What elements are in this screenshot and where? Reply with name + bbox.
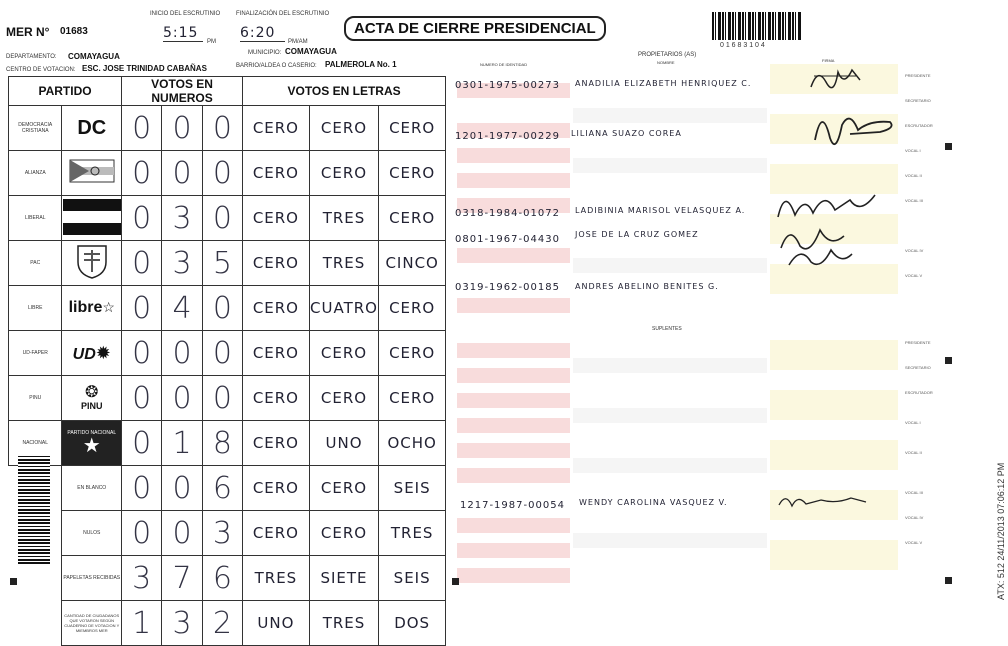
member-name: ANDRES ABELINO BENITES G. xyxy=(575,282,719,291)
word: SIETE xyxy=(309,556,379,601)
star-icon: ★ xyxy=(82,435,101,457)
role-label: VOCAL I xyxy=(905,420,921,425)
barrio-value: PALMEROLA No. 1 xyxy=(325,60,397,69)
signature-5 xyxy=(786,240,856,272)
row-blanco xyxy=(9,466,446,511)
ud-logo: UD✹ xyxy=(62,331,122,376)
word: CUATRO xyxy=(309,286,379,331)
role-label: VOCAL I xyxy=(905,148,921,153)
mer-number: 01683 xyxy=(60,26,88,37)
word: CERO xyxy=(379,376,446,421)
digit: 0 xyxy=(202,286,242,331)
digit: 3 xyxy=(162,241,202,286)
centro-value: ESC. JOSE TRINIDAD CABAÑAS xyxy=(82,64,207,73)
word: CERO xyxy=(243,151,310,196)
extra-label: NULOS xyxy=(62,511,122,556)
word: CERO xyxy=(379,196,446,241)
digit: 4 xyxy=(162,286,202,331)
word: TRES xyxy=(243,556,310,601)
role-label: PRESIDENTE xyxy=(905,73,931,78)
digit: 0 xyxy=(162,376,202,421)
digit: 0 xyxy=(162,511,202,556)
digit: 0 xyxy=(122,331,162,376)
registration-mark xyxy=(10,578,17,585)
registration-mark xyxy=(945,143,952,150)
role-label: VOCAL V xyxy=(905,540,923,545)
signature-1 xyxy=(808,62,863,92)
digit: 3 xyxy=(122,556,162,601)
member-id: 0301-1975-00273 xyxy=(455,80,560,91)
role-label: ESCRUTADOR xyxy=(905,390,933,395)
word: CERO xyxy=(243,331,310,376)
role-label: VOCAL II xyxy=(905,173,922,178)
word: UNO xyxy=(309,421,379,466)
digit: 7 xyxy=(162,556,202,601)
word: SEIS xyxy=(379,466,446,511)
word: CERO xyxy=(243,376,310,421)
word: CERO xyxy=(309,511,379,556)
word: CERO xyxy=(243,196,310,241)
word: OCHO xyxy=(379,421,446,466)
word: CERO xyxy=(309,376,379,421)
extra-label: PAPELETAS RECIBIDAS xyxy=(62,556,122,601)
centro-label: CENTRO DE VOTACION: xyxy=(6,67,76,73)
row-nulos xyxy=(9,511,446,556)
votes-table xyxy=(8,76,446,646)
word: UNO xyxy=(243,601,310,646)
party-row-liberal xyxy=(9,196,446,241)
member-name: WENDY CAROLINA VASQUEZ V. xyxy=(579,498,728,507)
word: CERO xyxy=(379,286,446,331)
digit: 0 xyxy=(122,511,162,556)
digit: 0 xyxy=(162,151,202,196)
mer-label: MER N° xyxy=(6,25,50,39)
word: CERO xyxy=(243,466,310,511)
word: CERO xyxy=(309,151,379,196)
digit: 3 xyxy=(162,601,202,646)
party-name: PAC xyxy=(9,241,62,286)
party-name: DEMOCRACIA CRISTIANA xyxy=(9,106,62,151)
digit: 0 xyxy=(122,376,162,421)
signature-2 xyxy=(810,100,900,160)
party-row-alianza xyxy=(9,151,446,196)
page-title: ACTA DE CIERRE PRESIDENCIAL xyxy=(344,16,606,41)
barcode-top xyxy=(712,12,802,40)
party-row-libre xyxy=(9,286,446,331)
digit: 0 xyxy=(202,151,242,196)
party-name: PINU xyxy=(9,376,62,421)
extra-label: EN BLANCO xyxy=(62,466,122,511)
party-name: UD-FAPER xyxy=(9,331,62,376)
party-name: ALIANZA xyxy=(9,151,62,196)
inicio-value: 5:15 xyxy=(163,25,203,42)
sun-icon: ✹ xyxy=(95,342,111,363)
registration-mark xyxy=(945,357,952,364)
digit: 0 xyxy=(122,241,162,286)
role-label: SECRETARIO xyxy=(905,365,931,370)
party-row-nacional xyxy=(9,421,446,466)
barcode-side xyxy=(18,454,50,564)
digit: 6 xyxy=(202,466,242,511)
word: TRES xyxy=(379,511,446,556)
inicio-unit: PM xyxy=(207,39,216,45)
party-name: NACIONAL xyxy=(9,421,62,466)
word: TRES xyxy=(309,601,379,646)
word: CERO xyxy=(243,421,310,466)
digit: 3 xyxy=(162,196,202,241)
role-label: VOCAL IV xyxy=(905,248,924,253)
pinu-emblem-icon: ❂ xyxy=(85,384,99,401)
barcode-number: 0 1 6 8 3 1 0 4 xyxy=(720,42,765,49)
barrio-label: BARRIO/ALDEA O CASERIO: xyxy=(236,63,317,69)
member-id: 0319-1962-00185 xyxy=(455,282,560,293)
digit: 0 xyxy=(202,331,242,376)
suplentes-label: SUPLENTES xyxy=(652,326,682,332)
role-label: ESCRUTADOR xyxy=(905,123,933,128)
municipio-value: COMAYAGUA xyxy=(285,47,337,56)
word: DOS xyxy=(379,601,446,646)
col-identidad: NUMERO DE IDENTIDAD xyxy=(480,62,528,67)
digit: 2 xyxy=(202,601,242,646)
party-name: LIBERAL xyxy=(9,196,62,241)
role-label: VOCAL V xyxy=(905,273,923,278)
digit: 0 xyxy=(122,196,162,241)
pac-shield-icon xyxy=(62,241,122,286)
digit: 0 xyxy=(202,196,242,241)
role-label: PRESIDENTE xyxy=(905,340,931,345)
col-propietarios: PROPIETARIOS (AS) xyxy=(638,52,697,58)
party-row-ud xyxy=(9,331,446,376)
word: CERO xyxy=(379,331,446,376)
word: CERO xyxy=(243,106,310,151)
word: CERO xyxy=(309,466,379,511)
star-icon: ☆ xyxy=(102,299,115,315)
col-nombre: NOMBRE xyxy=(657,60,675,65)
member-name: JOSE DE LA CRUZ GOMEZ xyxy=(575,230,699,239)
row-papeletas xyxy=(9,556,446,601)
finalizacion-unit: PM/AM xyxy=(288,39,308,45)
digit: 0 xyxy=(162,106,202,151)
nacional-logo: PARTIDO NACIONAL ★ xyxy=(62,421,122,466)
registration-mark xyxy=(945,577,952,584)
digit: 1 xyxy=(162,421,202,466)
registration-mark xyxy=(452,578,459,585)
signature-6 xyxy=(776,490,871,512)
departamento-value: COMAYAGUA xyxy=(68,52,120,61)
role-label: SECRETARIO xyxy=(905,98,931,103)
digit: 0 xyxy=(202,106,242,151)
finalizacion-label: FINALIZACIÓN DEL ESCRUTINIO xyxy=(236,11,330,17)
libre-logo: libre☆ xyxy=(62,286,122,331)
word: CERO xyxy=(243,286,310,331)
word: CERO xyxy=(243,241,310,286)
row-ciudadanos xyxy=(9,601,446,646)
digit: 0 xyxy=(122,286,162,331)
role-label: VOCAL IV xyxy=(905,515,924,520)
digit: 8 xyxy=(202,421,242,466)
col-firma: FIRMA xyxy=(822,58,835,63)
digit: 6 xyxy=(202,556,242,601)
role-label: VOCAL III xyxy=(905,490,923,495)
departamento-label: DEPARTAMENTO: xyxy=(6,54,57,60)
extra-label: CANTIDAD DE CIUDADANOS QUE VOTARON SEGÚN CUADERNO DE VOTACION Y MIEMBROS MER xyxy=(62,601,122,646)
liberal-flag-icon xyxy=(62,196,122,241)
member-name: ANADILIA ELIZABETH HENRIQUEZ C. xyxy=(575,79,752,88)
member-id: 1217-1987-00054 xyxy=(460,500,565,511)
member-name: LADIBINIA MARISOL VELASQUEZ A. xyxy=(575,206,746,215)
inicio-label: INICIO DEL ESCRUTINIO xyxy=(150,11,221,17)
word: CERO xyxy=(379,106,446,151)
alianza-flag-icon xyxy=(69,158,115,184)
finalizacion-value: 6:20 xyxy=(240,25,285,42)
digit: 0 xyxy=(202,376,242,421)
role-label: VOCAL III xyxy=(905,198,923,203)
word: CINCO xyxy=(379,241,446,286)
col-letras: VOTOS EN LETRAS xyxy=(243,77,446,106)
member-name: LILIANA SUAZO COREA xyxy=(571,129,682,138)
party-row-pinu xyxy=(9,376,446,421)
word: SEIS xyxy=(379,556,446,601)
word: CERO xyxy=(379,151,446,196)
word: CERO xyxy=(309,106,379,151)
member-id: 1201-1977-00229 xyxy=(455,131,560,142)
word: TRES xyxy=(309,196,379,241)
digit: 0 xyxy=(122,106,162,151)
role-label: VOCAL II xyxy=(905,450,922,455)
digit: 0 xyxy=(162,466,202,511)
dc-logo: DC xyxy=(62,106,122,151)
word: CERO xyxy=(243,511,310,556)
word: CERO xyxy=(309,331,379,376)
digit: 1 xyxy=(122,601,162,646)
digit: 5 xyxy=(202,241,242,286)
digit: 0 xyxy=(122,466,162,511)
municipio-label: MUNICIPIO: xyxy=(248,50,282,56)
party-row-dc xyxy=(9,106,446,151)
party-name: LIBRE xyxy=(9,286,62,331)
pinu-logo: ❂ PINU xyxy=(62,376,122,421)
member-id: 0318-1984-01072 xyxy=(455,208,560,219)
scan-stamp: ATX: 512 24/11/2013 07:06:12 PM xyxy=(996,462,1006,600)
digit: 3 xyxy=(202,511,242,556)
digit: 0 xyxy=(122,421,162,466)
word: TRES xyxy=(309,241,379,286)
digit: 0 xyxy=(122,151,162,196)
digit: 0 xyxy=(162,331,202,376)
col-partido: PARTIDO xyxy=(9,77,122,106)
alianza-logo xyxy=(62,151,122,196)
member-id: 0801-1967-04430 xyxy=(455,234,560,245)
col-numeros: VOTOS EN NUMEROS xyxy=(122,77,243,106)
party-row-pac xyxy=(9,241,446,286)
